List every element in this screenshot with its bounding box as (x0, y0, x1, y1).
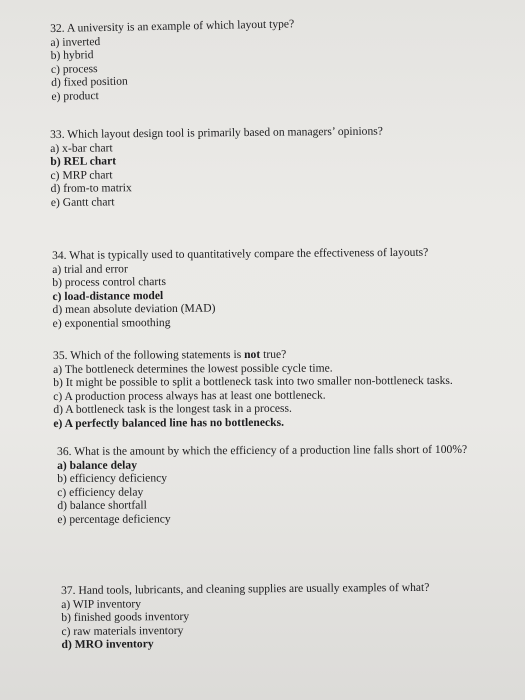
answer-option-a: a) inverted (50, 34, 101, 49)
answer-option-c: c) MRP chart (50, 168, 113, 182)
answer-option-a: a) x-bar chart (50, 140, 113, 155)
answer-option-b: b) process control charts (52, 275, 167, 290)
question-stem: 32. A university is an example of which layout type? (50, 17, 295, 35)
answer-option-d: d) mean absolute deviation (MAD) (52, 301, 216, 317)
question-stem: 34. What is typically used to quantitatively compare the effectiveness of layouts? (52, 245, 429, 262)
answer-option-d: d) balance shortfall (57, 498, 147, 513)
question-32 (50, 17, 296, 103)
answer-option-a: a) balance delay (57, 458, 138, 472)
answer-option-e: e) percentage deficiency (57, 512, 171, 526)
answer-option-e: e) product (51, 89, 99, 103)
question-35 (53, 347, 453, 431)
answer-option-c: c) load-distance model (52, 288, 164, 303)
answer-option-e: e) A perfectly balanced line has no bottlenecks. (53, 415, 284, 430)
answer-option-a: a) WIP inventory (61, 596, 142, 611)
question-stem-end: true? (260, 347, 287, 361)
answer-option-d: d) fixed position (51, 74, 128, 90)
answer-option-c: c) raw materials inventory (61, 623, 184, 638)
answer-option-d: d) A bottleneck task is the longest task in a process. (53, 402, 292, 417)
answer-option-a: a) The bottleneck determines the lowest possible cycle time. (53, 361, 333, 376)
question-stem: 33. Which layout design tool is primarily based on managers’ opinions? (50, 124, 383, 141)
question-stem: 37. Hand tools, lubricants, and cleaning supplies are usually examples of what? (61, 580, 430, 597)
answer-option-d: d) from-to matrix (50, 181, 132, 196)
question-stem-emphasis: not (244, 347, 261, 361)
answer-option-d: d) MRO inventory (61, 637, 154, 652)
answer-option-a: a) trial and error (52, 261, 128, 276)
answer-option-b: b) efficiency deficiency (57, 471, 168, 486)
question-33 (50, 125, 384, 210)
answer-option-e: e) Gantt chart (50, 195, 115, 209)
answer-option-c: c) process (50, 61, 98, 76)
answer-option-b: b) finished goods inventory (61, 610, 190, 625)
answer-option-e: e) exponential smoothing (52, 315, 171, 330)
answer-option-b: b) REL chart (50, 154, 117, 169)
question-37 (61, 581, 430, 652)
answer-option-c: c) A production process always has at least one bottleneck. (53, 388, 326, 403)
question-stem-start: 35. Which of the following statements is (53, 347, 245, 362)
question-36 (57, 443, 467, 527)
question-stem: 36. What is the amount by which the efficiency of a production line falls short of 100%? (57, 442, 468, 458)
question-34 (52, 246, 429, 331)
answer-option-c: c) efficiency delay (57, 485, 144, 499)
answer-option-b: b) hybrid (50, 48, 94, 63)
answer-option-b: b) It might be possible to split a bottleneck task into two smaller non-bottleneck tasks. (53, 374, 453, 390)
